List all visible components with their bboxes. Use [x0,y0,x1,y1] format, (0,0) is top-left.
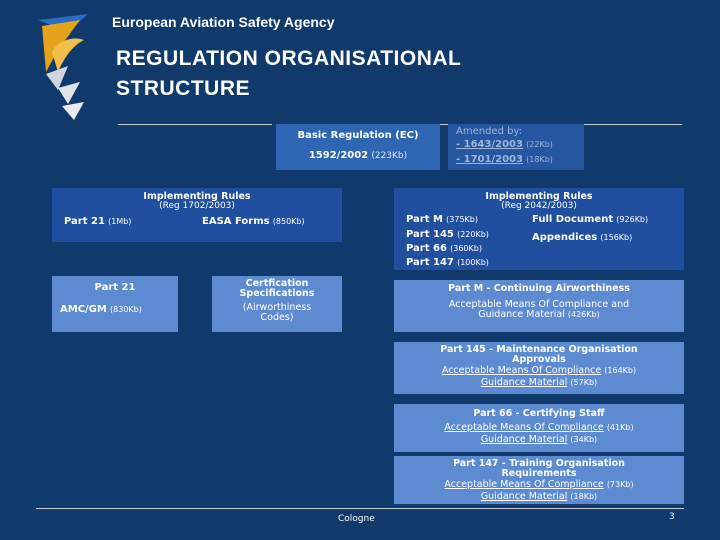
part21-title: Part 21 [94,282,136,293]
part-147-gm-link[interactable]: Guidance Material (18Kb) [480,491,598,502]
ir-left-part21-link[interactable]: Part 21 (1Mb) [64,216,132,227]
cs-sub-1: (Airworthiness [242,302,312,313]
part-66-gm-link[interactable]: Guidance Material (34Kb) [480,434,598,445]
page-number: 3 [669,512,675,522]
certification-specifications-box[interactable] [212,276,342,332]
amended-item-2[interactable]: - 1701/2003 (18Kb) [456,154,553,165]
part-m-title: Part M - Continuing Airworthiness [448,283,630,294]
ir-left-reg: (Reg 1702/2003) [159,201,235,211]
part21-amc-box[interactable] [52,276,178,332]
page-title [116,44,461,104]
part-145-title-1: Part 145 - Maintenance Organisation [440,344,638,355]
amended-item-1[interactable]: - 1643/2003 (22Kb) [456,139,553,150]
basic-regulation-size: (223Kb) [371,151,408,161]
part-66-amc-link[interactable]: Acceptable Means Of Compliance (41Kb) [444,422,634,433]
ir-right-part-66-link[interactable]: Part 66 (360Kb) [406,243,482,254]
part-m-line1: Acceptable Means Of Compliance and [448,299,630,310]
ir-right-part-m-link[interactable]: Part M (375Kb) [406,214,478,225]
ir-right-title: Implementing Rules [485,191,593,202]
part-147-amc-link[interactable]: Acceptable Means Of Compliance (73Kb) [444,479,634,490]
part-145-box [394,342,684,394]
basic-regulation-box[interactable] [276,124,440,170]
part-m-box[interactable] [394,280,684,332]
ir-right-part-147-link[interactable]: Part 147 (100Kb) [406,257,489,268]
footer-divider [36,508,684,509]
part-m-line2: Guidance Material (426Kb) [478,309,600,320]
part21-amc-link[interactable]: AMC/GM (830Kb) [60,304,142,315]
amended-label: Amended by: [456,126,523,137]
part-66-title: Part 66 - Certifying Staff [473,408,605,419]
cs-title-2: Specifications [239,288,315,299]
easa-logo [28,10,98,130]
part-145-title-2: Approvals [512,354,566,365]
footer-location: Cologne [338,514,375,524]
ir-right-appendices-link[interactable]: Appendices (156Kb) [532,232,633,243]
ir-right-part-145-link[interactable]: Part 145 (220Kb) [406,229,489,240]
part-66-box [394,404,684,452]
amended-by-box [448,124,584,170]
ir-left-easa-forms-link[interactable]: EASA Forms (850Kb) [202,216,305,227]
ir-right-full-document-link[interactable]: Full Document (926Kb) [532,214,649,225]
basic-regulation-number[interactable]: 1592/2002 [308,150,369,161]
basic-regulation-title: Basic Regulation (EC) [297,130,419,141]
cs-title-1: Certfication [245,278,309,289]
part-147-title-2: Requirements [501,468,577,479]
part-147-title-1: Part 147 - Training Organisation [453,458,625,469]
title-line-2: STRUCTURE [116,77,250,100]
cs-sub-2: Codes) [260,312,294,323]
ir-right-reg: (Reg 2042/2003) [501,201,577,211]
implementing-rules-1702-box [52,188,342,242]
implementing-rules-2042-box [394,188,684,270]
part-145-amc-link[interactable]: Acceptable Means Of Compliance (164Kb) [441,365,637,376]
organisation-name: European Aviation Safety Agency [112,14,335,30]
ir-left-title: Implementing Rules [143,191,251,202]
part-147-box [394,456,684,504]
part-145-gm-link[interactable]: Guidance Material (57Kb) [480,377,598,388]
title-divider-left [118,124,272,125]
title-line-1: REGULATION ORGANISATIONAL [116,47,462,70]
